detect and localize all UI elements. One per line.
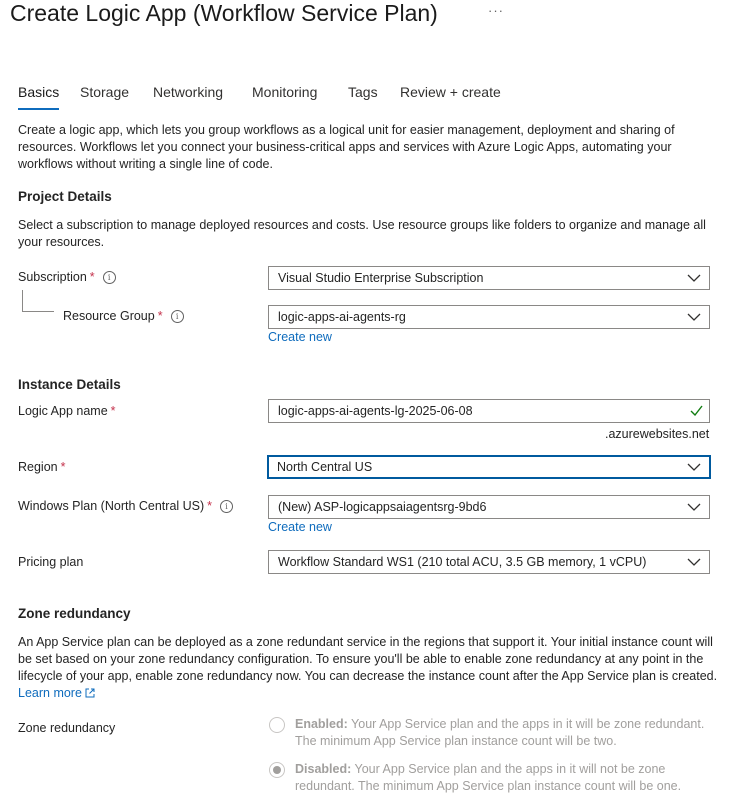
page-title: Create Logic App (Workflow Service Plan) xyxy=(10,0,438,26)
chevron-down-icon xyxy=(687,312,701,322)
chevron-down-icon xyxy=(687,462,701,472)
logic-app-name-value: logic-apps-ai-agents-lg-2025-06-08 xyxy=(278,404,473,418)
resource-group-label: Resource Group * i xyxy=(63,309,184,323)
zone-redundancy-heading: Zone redundancy xyxy=(18,606,131,621)
instance-details-heading: Instance Details xyxy=(18,377,121,392)
tab-monitoring[interactable]: Monitoring xyxy=(252,84,318,100)
windows-plan-label: Windows Plan (North Central US) * i xyxy=(18,499,233,513)
tab-review-create[interactable]: Review + create xyxy=(400,84,501,100)
region-label: Region * xyxy=(18,460,66,474)
zone-disabled-option: Disabled: Your App Service plan and the apps in it will not be zone redundant. The minimum App Service plan instance count will be one. xyxy=(295,762,682,793)
tree-connector xyxy=(22,311,54,312)
subscription-dropdown[interactable] xyxy=(268,266,710,290)
more-options-icon[interactable]: ··· xyxy=(488,3,504,18)
required-marker: * xyxy=(110,404,116,418)
resource-group-value: logic-apps-ai-agents-rg xyxy=(278,310,406,324)
pricing-plan-label: Pricing plan xyxy=(18,555,84,569)
logic-app-name-label: Logic App name * xyxy=(18,404,116,418)
learn-more-link[interactable]: Learn more xyxy=(18,686,95,700)
project-details-description: Select a subscription to manage deployed resources and costs. Use resource groups like folders to organize and manage all your resources. xyxy=(18,218,706,249)
zone-redundancy-label: Zone redundancy xyxy=(18,721,116,735)
tab-storage[interactable]: Storage xyxy=(80,84,130,100)
chevron-down-icon xyxy=(687,502,701,512)
zone-disabled-radio[interactable] xyxy=(269,762,285,778)
region-value: North Central US xyxy=(277,460,373,474)
project-details-heading: Project Details xyxy=(18,189,112,204)
tab-basics[interactable]: Basics xyxy=(18,84,60,100)
windows-plan-value: (New) ASP-logicappsaiagentsrg-9bd6 xyxy=(278,500,487,514)
required-marker: * xyxy=(60,460,66,474)
region-dropdown[interactable] xyxy=(267,455,711,479)
required-marker: * xyxy=(89,270,95,284)
windows-plan-dropdown[interactable] xyxy=(268,495,710,519)
zone-enabled-radio[interactable] xyxy=(269,717,285,733)
create-new-resource-group-link[interactable]: Create new xyxy=(268,330,332,344)
subscription-label: Subscription * i xyxy=(18,270,116,284)
pricing-plan-value: Workflow Standard WS1 (210 total ACU, 3.5 GB memory, 1 vCPU) xyxy=(278,555,647,569)
intro-text: Create a logic app, which lets you group workflows as a logical unit for easier management, deployment and sharing of resources. Workflows let you connect your business-critical apps and services with Azure Logic Apps, automating your workflows without writing a single line of code. xyxy=(18,123,675,171)
info-icon[interactable]: i xyxy=(220,500,233,513)
pricing-plan-dropdown[interactable] xyxy=(268,550,710,574)
resource-group-dropdown[interactable] xyxy=(268,305,710,329)
info-icon[interactable]: i xyxy=(103,271,116,284)
chevron-down-icon xyxy=(687,273,701,283)
logic-app-name-input[interactable] xyxy=(268,399,710,423)
chevron-down-icon xyxy=(687,557,701,567)
subscription-value: Visual Studio Enterprise Subscription xyxy=(278,271,484,285)
required-marker: * xyxy=(207,499,213,513)
tree-connector xyxy=(22,290,23,312)
required-marker: * xyxy=(157,309,163,323)
tab-tags[interactable]: Tags xyxy=(348,84,378,100)
tab-networking[interactable]: Networking xyxy=(153,84,224,100)
zone-redundancy-description: An App Service plan can be deployed as a zone redundant service in the regions that support it. Your initial instance count will be set based on your zone redundancy configuration. To ensure you'll be able to enable zone redundancy at any point in the lifecycle of your app, enable zone redundancy now. You can decrease the instance count after the App Service plan is created. Learn more xyxy=(18,635,718,700)
checkmark-icon xyxy=(690,405,703,416)
create-new-plan-link[interactable]: Create new xyxy=(268,520,332,534)
domain-suffix: .azurewebsites.net xyxy=(605,427,710,441)
zone-enabled-option: Enabled: Your App Service plan and the apps in it will be zone redundant. The minimum App Service plan instance count will be two. xyxy=(295,717,705,748)
info-icon[interactable]: i xyxy=(171,310,184,323)
external-link-icon xyxy=(85,688,95,698)
